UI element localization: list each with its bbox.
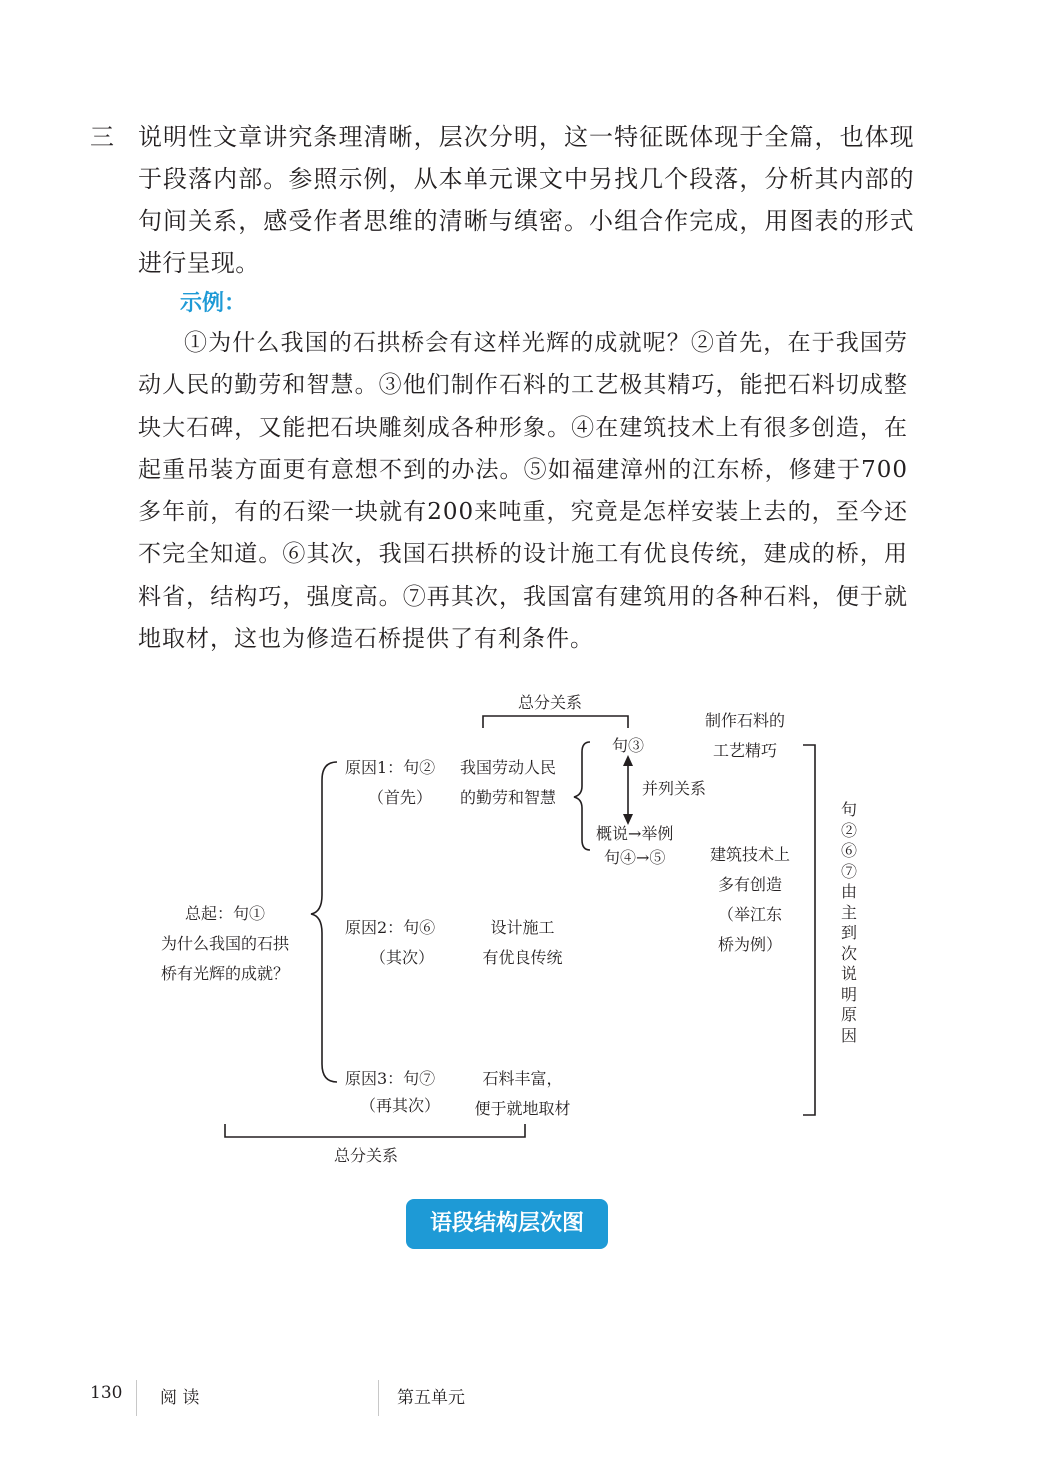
sentence3-label: 句③	[612, 736, 645, 755]
tech-label-line4: 桥为例）	[717, 935, 782, 954]
bottom-relation-bracket	[225, 1124, 525, 1137]
reason2-desc-line1: 设计施工	[490, 918, 555, 937]
bottom-relation-label: 总分关系	[334, 1146, 399, 1165]
example-label: 示例：	[180, 291, 247, 316]
reason1-title: 原因1：句②	[345, 758, 436, 777]
tech-label-line3: （举江东	[717, 905, 782, 924]
main-curly-brace	[311, 762, 337, 1082]
example-passage: ①为什么我国的石拱桥会有这样光辉的成就呢？②首先，在于我国劳动人民的勤劳和智慧。③他们制作石料的工艺极其精巧，能把石料切成整块大石碑，又能把石块雕刻成各种形象。④在建筑技术上有很多创造，在起重吊装方面更有意想不到的办法。⑤如福建漳州的江东桥，修建于700多年前，有的石梁一块就有200来吨重，究竟是怎样安装上去的，至今还不完全知道。⑥其次，我国石拱桥的设计施工有优良传统，建成的桥，用料省，结构巧，强度高。⑦再其次，我国富有建筑用的各种石料，便于就地取材，这也为修造石桥提供了有利条件。	[138, 330, 908, 653]
total-start-title: 总起：句①	[184, 904, 265, 923]
craft-label-line2: 工艺精巧	[712, 741, 777, 760]
task-instructions: 说明性文章讲究条理清晰，层次分明，这一特征既体现于全篇，也体现于段落内部。参照示例，从本单元课文中另找几个段落，分析其内部的句间关系，感受作者思维的清晰与缜密。小组合作完成，用图表的形式进行呈现。	[138, 123, 914, 277]
tech-label-line2: 多有创造	[717, 875, 782, 894]
reason3-desc-line2: 便于就地取材	[474, 1099, 571, 1118]
top-relation-label: 总分关系	[518, 693, 583, 712]
vertical-summary-label: 句②⑥⑦由主到次说明原因	[840, 800, 857, 1045]
summary-example-sentences: 句④→⑤	[604, 848, 666, 867]
reason2-title: 原因2：句⑥	[345, 918, 436, 937]
footer-unit: 第五单元	[397, 1388, 465, 1408]
parallel-relation-label: 并列关系	[642, 779, 707, 798]
reason3-title: 原因3：句⑦	[345, 1069, 436, 1088]
footer-section: 阅 读	[160, 1388, 200, 1408]
reason3-desc-line1: 石料丰富，	[482, 1069, 563, 1088]
reason3-note: （再其次）	[360, 1096, 441, 1115]
page-number: 130	[90, 1383, 123, 1403]
small-curly-brace	[574, 742, 590, 850]
reason1-desc-line2: 的勤劳和智慧	[460, 788, 557, 807]
reason2-desc-line2: 有优良传统	[482, 948, 563, 967]
total-start-line2: 为什么我国的石拱	[160, 934, 289, 953]
reason2-note: （其次）	[370, 948, 435, 967]
footer-divider-1	[136, 1380, 137, 1416]
reason1-desc-line1: 我国劳动人民	[460, 758, 557, 777]
summary-example-label: 概说→举例	[596, 824, 674, 843]
task-number: 三	[90, 123, 114, 151]
craft-label-line1: 制作石料的	[704, 711, 785, 730]
total-start-line3: 桥有光辉的成就？	[160, 964, 289, 983]
tech-label-line1: 建筑技术上	[709, 845, 790, 864]
diagram-caption: 语段结构层次图	[406, 1199, 608, 1249]
reason1-note: （首先）	[368, 788, 433, 807]
footer-divider-2	[378, 1380, 379, 1416]
